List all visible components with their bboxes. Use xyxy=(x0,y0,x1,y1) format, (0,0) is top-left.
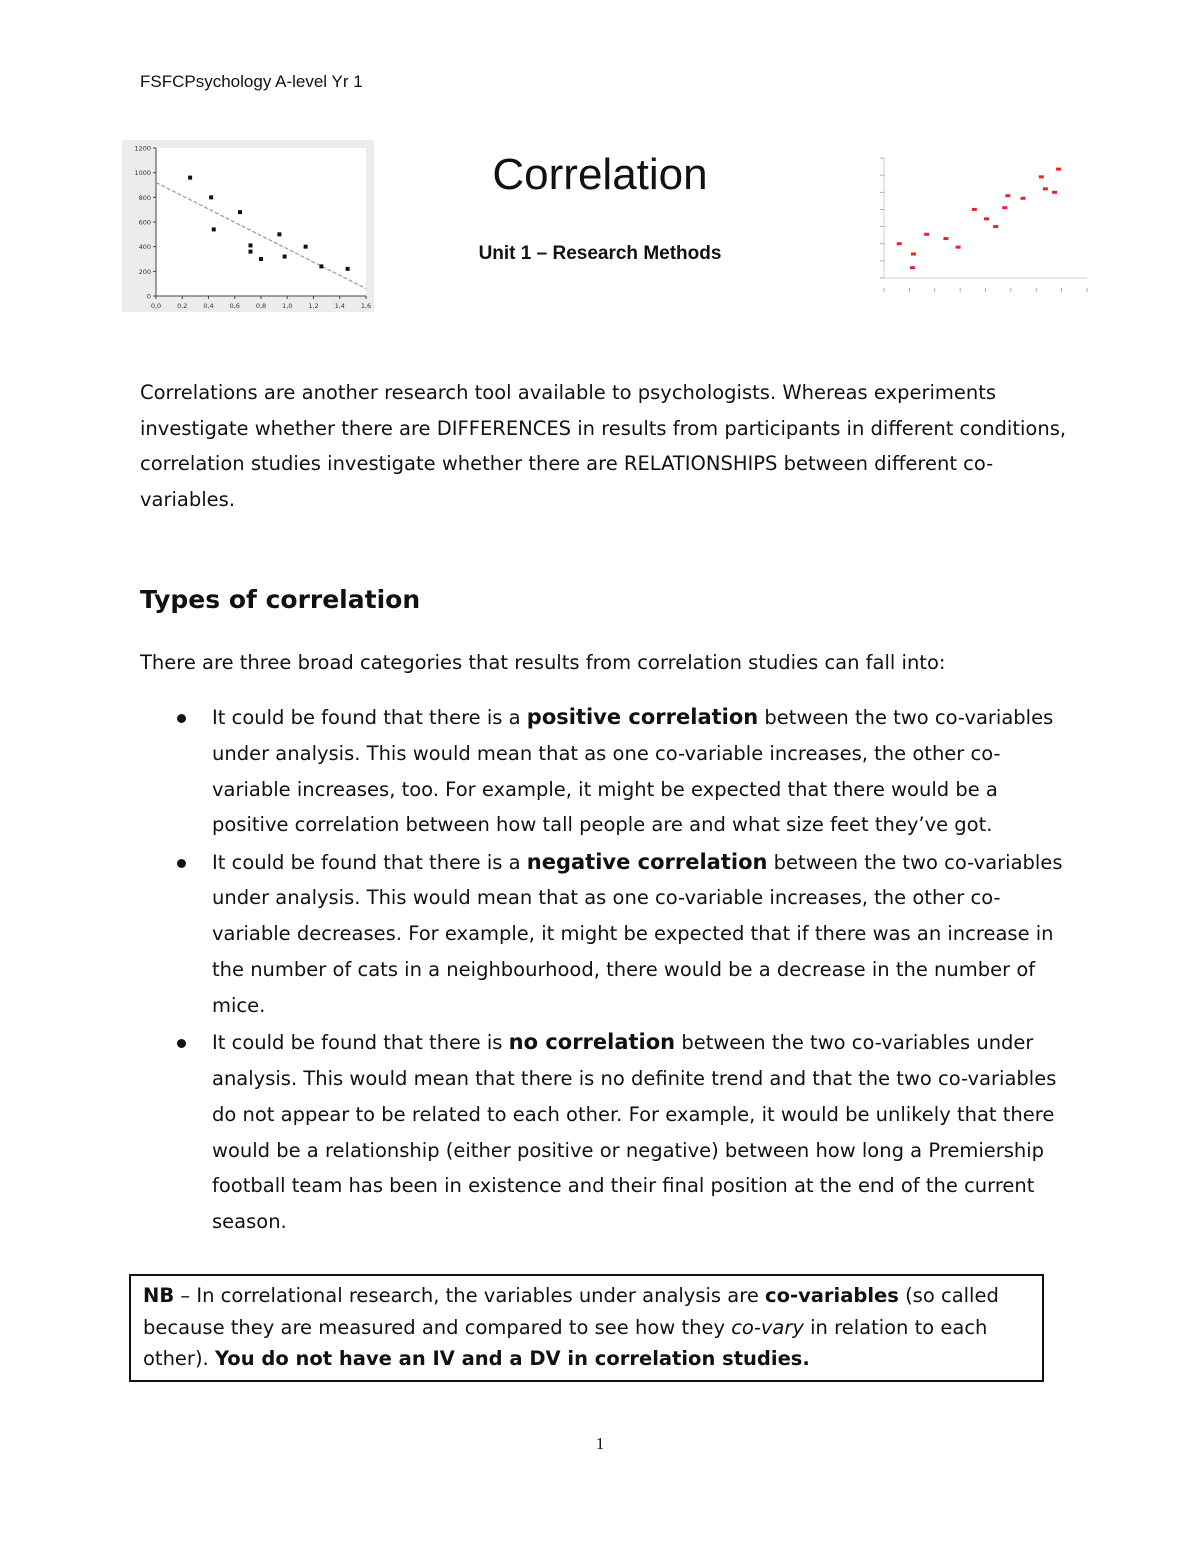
page-title: Correlation xyxy=(492,150,708,199)
bullet-icon xyxy=(177,714,186,723)
y-tick-label: 600 xyxy=(138,218,151,227)
nb-note-box xyxy=(129,1274,1044,1382)
nb-text: in relation to each other). xyxy=(143,1315,988,1370)
data-point xyxy=(911,253,916,256)
data-point xyxy=(1002,206,1007,209)
data-point xyxy=(1039,175,1044,178)
section-heading: Types of correlation xyxy=(140,585,421,614)
data-point xyxy=(972,208,977,211)
y-tick-label: 400 xyxy=(138,243,151,252)
list-item-negative xyxy=(140,845,1070,1024)
data-point xyxy=(212,227,216,231)
y-tick-label: 200 xyxy=(138,267,151,276)
y-tick-label: 0 xyxy=(146,292,151,301)
data-point xyxy=(984,217,989,220)
x-tick-label: 0,8 xyxy=(255,302,267,310)
x-tick-label: 0,4 xyxy=(203,302,214,310)
data-point xyxy=(1056,168,1061,171)
bullet-text-before: It could be found that there is xyxy=(212,1031,509,1055)
x-tick-label: 1,0 xyxy=(282,302,293,310)
data-point xyxy=(1043,187,1048,190)
plot-area xyxy=(156,148,366,296)
negative-correlation-scatter-chart xyxy=(122,140,374,312)
bullet-text-after: between the two co-variables under analysis. This would mean that as one co-variable increases, the other co-variable decreases. For example, it might be expected that if there was an increase in the number of cats in a neighbourhood, there would be a decrease in the number of mice. xyxy=(212,850,1063,1017)
data-point xyxy=(238,210,242,214)
bullet-keyword: positive correlation xyxy=(526,705,759,729)
page-subtitle: Unit 1 – Research Methods xyxy=(478,243,722,264)
list-item-none xyxy=(140,1025,1070,1240)
correlation-types-list xyxy=(140,700,1070,1241)
positive-correlation-scatter-chart xyxy=(872,148,1092,298)
list-item-positive xyxy=(140,700,1070,843)
data-point xyxy=(259,257,263,261)
data-point xyxy=(249,250,253,254)
data-point xyxy=(188,176,192,180)
data-point xyxy=(1021,197,1026,200)
nb-emphasis: co-vary xyxy=(731,1315,804,1339)
y-tick-label: 1200 xyxy=(134,144,151,153)
data-point xyxy=(956,246,961,249)
data-point xyxy=(283,255,287,259)
bullet-keyword: negative correlation xyxy=(526,849,768,874)
x-tick-label: 0,0 xyxy=(150,302,162,310)
bullet-text-after: between the two co-variables under analysis. This would mean that there is no definite trend and that the two co-variables do not appear to be related to each other. For example, it would be unlikely that there would be a relationship (either positive or negative) between how long a Premiership football team has been in existence and their final position at the end of the current season. xyxy=(212,1031,1057,1234)
bullet-text-before: It could be found that there is a xyxy=(212,706,527,729)
bullet-text-after: between the two co-variables under analysis. This would mean that as one co-variable increases, the other co-variable increases, too. For example, it might be expected that there would be a positive correlation between how tall people are and what size feet they’ve got. xyxy=(212,706,1054,837)
x-tick-label: 0,6 xyxy=(229,302,240,310)
intro-paragraph: Correlations are another research tool available to psychologists. Whereas experiments investigate whether there are DIFFERENCES in results from participants in different conditions, correlation studies investigate whether there are RELATIONSHIPS between different co-variables. xyxy=(140,381,1067,511)
data-point xyxy=(209,195,213,199)
data-point xyxy=(304,245,308,249)
data-point xyxy=(346,267,350,271)
bullet-icon xyxy=(177,859,186,868)
bullet-text-before: It could be found that there is a xyxy=(212,850,527,874)
x-tick-label: 0,2 xyxy=(177,302,188,310)
data-point xyxy=(897,242,902,245)
data-point xyxy=(924,233,929,236)
lead-paragraph: There are three broad categories that results from correlation studies can fall into: xyxy=(140,651,946,674)
data-point xyxy=(943,237,948,240)
y-tick-label: 800 xyxy=(138,193,151,202)
nb-conclusion: You do not have an IV and a DV in correlation studies. xyxy=(214,1347,810,1370)
data-point xyxy=(319,264,323,268)
page-header: FSFCPsychology A-level Yr 1 xyxy=(140,72,363,91)
nb-text: – In correlational research, the variables under analysis are xyxy=(174,1284,766,1307)
data-point xyxy=(910,266,915,269)
data-point xyxy=(249,243,253,247)
data-point xyxy=(1052,191,1057,194)
x-tick-label: 1,2 xyxy=(308,302,319,310)
bullet-keyword: no correlation xyxy=(508,1030,676,1055)
y-tick-label: 1000 xyxy=(134,169,151,178)
data-point xyxy=(993,225,998,228)
page-number: 1 xyxy=(595,1434,605,1453)
nb-text: (so called because they are measured and compared to see how they xyxy=(143,1284,999,1339)
data-point xyxy=(1005,194,1010,197)
x-tick-label: 1,6 xyxy=(360,302,372,310)
data-point xyxy=(277,232,281,236)
nb-keyword: co-variables xyxy=(765,1284,899,1307)
nb-label: NB xyxy=(143,1284,175,1307)
bullet-icon xyxy=(177,1039,186,1048)
x-tick-label: 1,4 xyxy=(334,302,345,310)
